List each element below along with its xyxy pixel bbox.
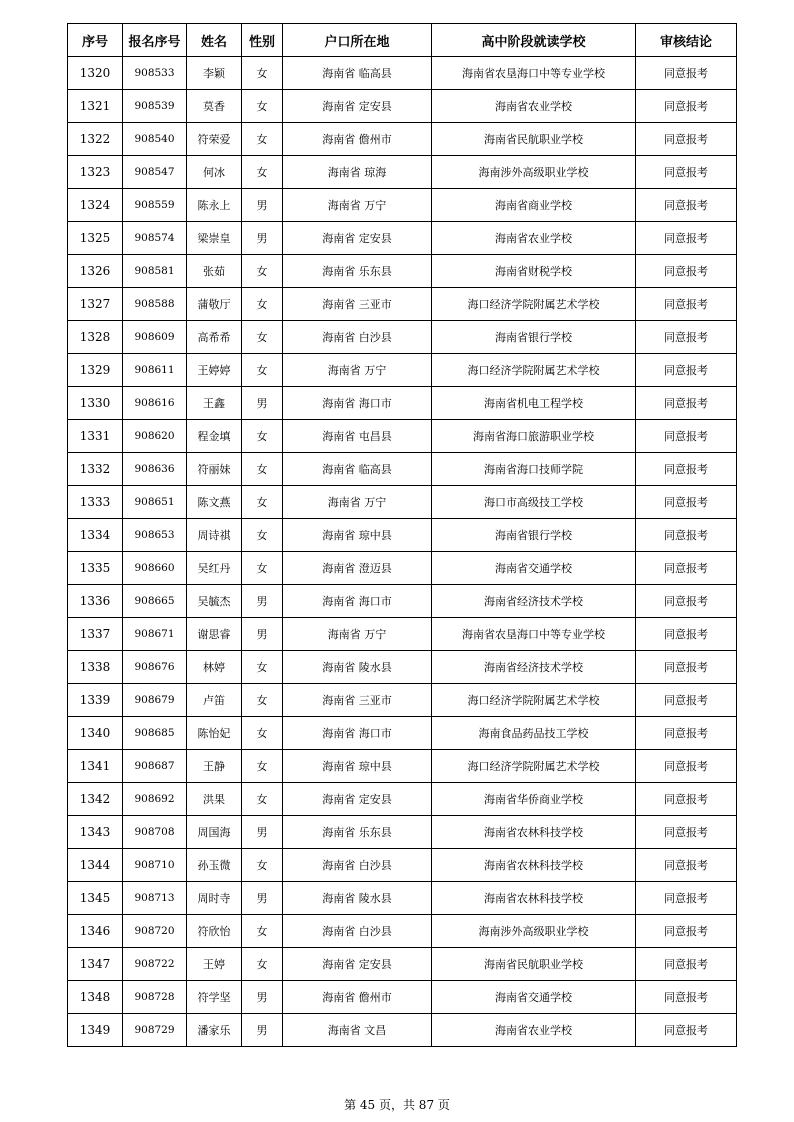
- cell-name: 符欣怡: [187, 915, 242, 948]
- cell-result: 同意报考: [636, 849, 737, 882]
- cell-reg-no: 908588: [123, 288, 187, 321]
- table-row: [68, 552, 737, 585]
- cell-result: 同意报考: [636, 57, 737, 90]
- cell-seq: 1328: [68, 321, 123, 354]
- cell-school: 海南省农业学校: [432, 1014, 636, 1047]
- cell-school: 海南省农垦海口中等专业学校: [432, 618, 636, 651]
- candidate-table: [67, 23, 737, 1047]
- cell-school: 海南省银行学校: [432, 321, 636, 354]
- cell-name: 符荣爱: [187, 123, 242, 156]
- cell-hukou: 海南省 琼中县: [283, 519, 432, 552]
- cell-name: 吴红丹: [187, 552, 242, 585]
- table-row: [68, 90, 737, 123]
- cell-seq: 1322: [68, 123, 123, 156]
- cell-name: 李颖: [187, 57, 242, 90]
- cell-gender: 男: [242, 981, 283, 1014]
- cell-reg-no: 908616: [123, 387, 187, 420]
- cell-hukou: 海南省 定安县: [283, 948, 432, 981]
- cell-result: 同意报考: [636, 948, 737, 981]
- cell-hukou: 海南省 琼中县: [283, 750, 432, 783]
- cell-reg-no: 908708: [123, 816, 187, 849]
- cell-result: 同意报考: [636, 453, 737, 486]
- cell-school: 海南省民航职业学校: [432, 123, 636, 156]
- cell-name: 谢思睿: [187, 618, 242, 651]
- cell-name: 符学坚: [187, 981, 242, 1014]
- cell-name: 王婷婷: [187, 354, 242, 387]
- cell-seq: 1341: [68, 750, 123, 783]
- cell-name: 林婷: [187, 651, 242, 684]
- cell-seq: 1336: [68, 585, 123, 618]
- table-row: [68, 123, 737, 156]
- cell-name: 莫香: [187, 90, 242, 123]
- cell-name: 吴毓杰: [187, 585, 242, 618]
- cell-reg-no: 908547: [123, 156, 187, 189]
- cell-hukou: 海南省 澄迈县: [283, 552, 432, 585]
- table-row: [68, 717, 737, 750]
- cell-gender: 女: [242, 420, 283, 453]
- cell-reg-no: 908729: [123, 1014, 187, 1047]
- cell-hukou: 海南省 定安县: [283, 783, 432, 816]
- cell-gender: 女: [242, 849, 283, 882]
- cell-gender: 女: [242, 90, 283, 123]
- cell-name: 何冰: [187, 156, 242, 189]
- table-row: [68, 486, 737, 519]
- cell-gender: 女: [242, 519, 283, 552]
- cell-result: 同意报考: [636, 717, 737, 750]
- cell-hukou: 海南省 文昌: [283, 1014, 432, 1047]
- cell-gender: 女: [242, 486, 283, 519]
- cell-school: 海南涉外高级职业学校: [432, 915, 636, 948]
- cell-reg-no: 908665: [123, 585, 187, 618]
- cell-name: 卢笛: [187, 684, 242, 717]
- cell-school: 海南省农林科技学校: [432, 849, 636, 882]
- cell-reg-no: 908609: [123, 321, 187, 354]
- cell-result: 同意报考: [636, 552, 737, 585]
- cell-hukou: 海南省 屯昌县: [283, 420, 432, 453]
- cell-reg-no: 908581: [123, 255, 187, 288]
- cell-hukou: 海南省 临高县: [283, 453, 432, 486]
- cell-result: 同意报考: [636, 222, 737, 255]
- cell-gender: 男: [242, 387, 283, 420]
- cell-reg-no: 908720: [123, 915, 187, 948]
- cell-gender: 男: [242, 618, 283, 651]
- cell-result: 同意报考: [636, 585, 737, 618]
- header-name: 姓名: [187, 24, 242, 57]
- cell-school: 海口经济学院附属艺术学校: [432, 750, 636, 783]
- cell-school: 海南省交通学校: [432, 981, 636, 1014]
- cell-hukou: 海南省 定安县: [283, 222, 432, 255]
- cell-reg-no: 908559: [123, 189, 187, 222]
- cell-gender: 女: [242, 156, 283, 189]
- cell-school: 海南省银行学校: [432, 519, 636, 552]
- cell-seq: 1324: [68, 189, 123, 222]
- table-row: [68, 585, 737, 618]
- cell-hukou: 海南省 乐东县: [283, 816, 432, 849]
- cell-hukou: 海南省 海口市: [283, 717, 432, 750]
- cell-gender: 男: [242, 585, 283, 618]
- cell-hukou: 海南省 乐东县: [283, 255, 432, 288]
- cell-name: 周时寺: [187, 882, 242, 915]
- table-row: [68, 750, 737, 783]
- cell-school: 海南省商业学校: [432, 189, 636, 222]
- cell-school: 海南省交通学校: [432, 552, 636, 585]
- cell-result: 同意报考: [636, 189, 737, 222]
- table-body: [68, 57, 737, 1047]
- header-reg-no: 报名序号: [123, 24, 187, 57]
- cell-gender: 女: [242, 948, 283, 981]
- cell-gender: 男: [242, 189, 283, 222]
- cell-gender: 女: [242, 915, 283, 948]
- cell-name: 程金填: [187, 420, 242, 453]
- cell-result: 同意报考: [636, 387, 737, 420]
- cell-school: 海口市高级技工学校: [432, 486, 636, 519]
- cell-reg-no: 908660: [123, 552, 187, 585]
- cell-school: 海南省农林科技学校: [432, 816, 636, 849]
- cell-school: 海南涉外高级职业学校: [432, 156, 636, 189]
- cell-school: 海口经济学院附属艺术学校: [432, 288, 636, 321]
- cell-gender: 女: [242, 255, 283, 288]
- cell-seq: 1348: [68, 981, 123, 1014]
- cell-result: 同意报考: [636, 90, 737, 123]
- cell-seq: 1321: [68, 90, 123, 123]
- cell-reg-no: 908651: [123, 486, 187, 519]
- cell-result: 同意报考: [636, 915, 737, 948]
- cell-seq: 1339: [68, 684, 123, 717]
- cell-name: 洪果: [187, 783, 242, 816]
- cell-reg-no: 908574: [123, 222, 187, 255]
- cell-seq: 1345: [68, 882, 123, 915]
- cell-gender: 女: [242, 552, 283, 585]
- cell-name: 周诗祺: [187, 519, 242, 552]
- cell-hukou: 海南省 万宁: [283, 486, 432, 519]
- table-row: [68, 816, 737, 849]
- table-row: [68, 915, 737, 948]
- cell-seq: 1340: [68, 717, 123, 750]
- cell-reg-no: 908539: [123, 90, 187, 123]
- cell-result: 同意报考: [636, 486, 737, 519]
- cell-reg-no: 908687: [123, 750, 187, 783]
- cell-reg-no: 908713: [123, 882, 187, 915]
- cell-result: 同意报考: [636, 882, 737, 915]
- cell-hukou: 海南省 琼海: [283, 156, 432, 189]
- cell-reg-no: 908728: [123, 981, 187, 1014]
- cell-result: 同意报考: [636, 156, 737, 189]
- cell-hukou: 海南省 临高县: [283, 57, 432, 90]
- cell-name: 高希希: [187, 321, 242, 354]
- cell-name: 周国海: [187, 816, 242, 849]
- cell-reg-no: 908611: [123, 354, 187, 387]
- cell-gender: 男: [242, 816, 283, 849]
- table-row: [68, 420, 737, 453]
- cell-seq: 1326: [68, 255, 123, 288]
- cell-name: 陈文燕: [187, 486, 242, 519]
- cell-gender: 女: [242, 651, 283, 684]
- cell-hukou: 海南省 海口市: [283, 585, 432, 618]
- cell-result: 同意报考: [636, 750, 737, 783]
- table-row: [68, 1014, 737, 1047]
- cell-school: 海口经济学院附属艺术学校: [432, 354, 636, 387]
- cell-seq: 1323: [68, 156, 123, 189]
- cell-seq: 1349: [68, 1014, 123, 1047]
- cell-seq: 1342: [68, 783, 123, 816]
- cell-seq: 1329: [68, 354, 123, 387]
- cell-hukou: 海南省 万宁: [283, 618, 432, 651]
- cell-reg-no: 908676: [123, 651, 187, 684]
- cell-hukou: 海南省 万宁: [283, 354, 432, 387]
- table-row: [68, 156, 737, 189]
- cell-result: 同意报考: [636, 255, 737, 288]
- cell-hukou: 海南省 陵水县: [283, 651, 432, 684]
- header-gender: 性别: [242, 24, 283, 57]
- header-school: 高中阶段就读学校: [432, 24, 636, 57]
- table-row: [68, 849, 737, 882]
- cell-reg-no: 908671: [123, 618, 187, 651]
- cell-name: 王鑫: [187, 387, 242, 420]
- cell-gender: 女: [242, 783, 283, 816]
- cell-hukou: 海南省 儋州市: [283, 981, 432, 1014]
- cell-gender: 女: [242, 750, 283, 783]
- cell-name: 王婷: [187, 948, 242, 981]
- cell-result: 同意报考: [636, 420, 737, 453]
- cell-seq: 1333: [68, 486, 123, 519]
- table-row: [68, 618, 737, 651]
- cell-hukou: 海南省 海口市: [283, 387, 432, 420]
- cell-hukou: 海南省 三亚市: [283, 684, 432, 717]
- cell-gender: 男: [242, 882, 283, 915]
- header-seq: 序号: [68, 24, 123, 57]
- cell-seq: 1325: [68, 222, 123, 255]
- table-row: [68, 981, 737, 1014]
- cell-school: 海南省海口旅游职业学校: [432, 420, 636, 453]
- cell-hukou: 海南省 白沙县: [283, 849, 432, 882]
- table-row: [68, 288, 737, 321]
- cell-reg-no: 908540: [123, 123, 187, 156]
- table-row: [68, 882, 737, 915]
- cell-gender: 女: [242, 684, 283, 717]
- cell-name: 陈永上: [187, 189, 242, 222]
- cell-hukou: 海南省 定安县: [283, 90, 432, 123]
- cell-school: 海南省华侨商业学校: [432, 783, 636, 816]
- cell-result: 同意报考: [636, 519, 737, 552]
- cell-result: 同意报考: [636, 354, 737, 387]
- cell-gender: 女: [242, 453, 283, 486]
- cell-hukou: 海南省 万宁: [283, 189, 432, 222]
- cell-reg-no: 908653: [123, 519, 187, 552]
- cell-gender: 男: [242, 222, 283, 255]
- cell-reg-no: 908710: [123, 849, 187, 882]
- cell-seq: 1347: [68, 948, 123, 981]
- cell-result: 同意报考: [636, 1014, 737, 1047]
- header-hukou: 户口所在地: [283, 24, 432, 57]
- cell-school: 海南省经济技术学校: [432, 651, 636, 684]
- cell-school: 海南食品药品技工学校: [432, 717, 636, 750]
- table-row: [68, 519, 737, 552]
- table-row: [68, 387, 737, 420]
- table-row: [68, 222, 737, 255]
- cell-name: 张茹: [187, 255, 242, 288]
- table-row: [68, 189, 737, 222]
- cell-gender: 女: [242, 123, 283, 156]
- cell-seq: 1334: [68, 519, 123, 552]
- cell-seq: 1346: [68, 915, 123, 948]
- cell-name: 王静: [187, 750, 242, 783]
- cell-name: 梁崇皇: [187, 222, 242, 255]
- cell-school: 海南省农业学校: [432, 222, 636, 255]
- cell-result: 同意报考: [636, 618, 737, 651]
- table-row: [68, 354, 737, 387]
- cell-school: 海口经济学院附属艺术学校: [432, 684, 636, 717]
- cell-seq: 1337: [68, 618, 123, 651]
- cell-gender: 男: [242, 1014, 283, 1047]
- cell-school: 海南省农林科技学校: [432, 882, 636, 915]
- cell-gender: 女: [242, 288, 283, 321]
- cell-result: 同意报考: [636, 123, 737, 156]
- page-footer: 第 45 页，共 87 页: [344, 1098, 450, 1112]
- cell-reg-no: 908685: [123, 717, 187, 750]
- cell-school: 海南省农垦海口中等专业学校: [432, 57, 636, 90]
- cell-result: 同意报考: [636, 981, 737, 1014]
- cell-gender: 女: [242, 57, 283, 90]
- cell-seq: 1338: [68, 651, 123, 684]
- cell-result: 同意报考: [636, 288, 737, 321]
- table-row: [68, 453, 737, 486]
- cell-seq: 1332: [68, 453, 123, 486]
- cell-hukou: 海南省 白沙县: [283, 321, 432, 354]
- cell-result: 同意报考: [636, 651, 737, 684]
- cell-seq: 1330: [68, 387, 123, 420]
- cell-seq: 1335: [68, 552, 123, 585]
- cell-reg-no: 908636: [123, 453, 187, 486]
- cell-result: 同意报考: [636, 816, 737, 849]
- cell-reg-no: 908679: [123, 684, 187, 717]
- cell-hukou: 海南省 三亚市: [283, 288, 432, 321]
- cell-gender: 女: [242, 354, 283, 387]
- cell-reg-no: 908533: [123, 57, 187, 90]
- cell-reg-no: 908722: [123, 948, 187, 981]
- cell-seq: 1320: [68, 57, 123, 90]
- cell-seq: 1331: [68, 420, 123, 453]
- cell-hukou: 海南省 陵水县: [283, 882, 432, 915]
- cell-result: 同意报考: [636, 321, 737, 354]
- cell-seq: 1343: [68, 816, 123, 849]
- cell-school: 海南省机电工程学校: [432, 387, 636, 420]
- cell-name: 蒲敬厅: [187, 288, 242, 321]
- table-row: [68, 321, 737, 354]
- cell-school: 海南省经济技术学校: [432, 585, 636, 618]
- cell-result: 同意报考: [636, 783, 737, 816]
- table-row: [68, 684, 737, 717]
- header-result: 审核结论: [636, 24, 737, 57]
- cell-reg-no: 908620: [123, 420, 187, 453]
- cell-gender: 女: [242, 321, 283, 354]
- cell-name: 潘家乐: [187, 1014, 242, 1047]
- cell-name: 孙玉微: [187, 849, 242, 882]
- table-row: [68, 651, 737, 684]
- cell-result: 同意报考: [636, 684, 737, 717]
- table-row: [68, 783, 737, 816]
- cell-name: 陈怡妃: [187, 717, 242, 750]
- cell-school: 海南省农业学校: [432, 90, 636, 123]
- cell-name: 符丽妹: [187, 453, 242, 486]
- table-row: [68, 255, 737, 288]
- cell-hukou: 海南省 儋州市: [283, 123, 432, 156]
- cell-school: 海南省财税学校: [432, 255, 636, 288]
- cell-gender: 女: [242, 717, 283, 750]
- cell-hukou: 海南省 白沙县: [283, 915, 432, 948]
- header-row: [68, 24, 737, 57]
- cell-school: 海南省民航职业学校: [432, 948, 636, 981]
- cell-seq: 1327: [68, 288, 123, 321]
- table-row: [68, 948, 737, 981]
- cell-reg-no: 908692: [123, 783, 187, 816]
- cell-seq: 1344: [68, 849, 123, 882]
- cell-school: 海南省海口技师学院: [432, 453, 636, 486]
- table-row: [68, 57, 737, 90]
